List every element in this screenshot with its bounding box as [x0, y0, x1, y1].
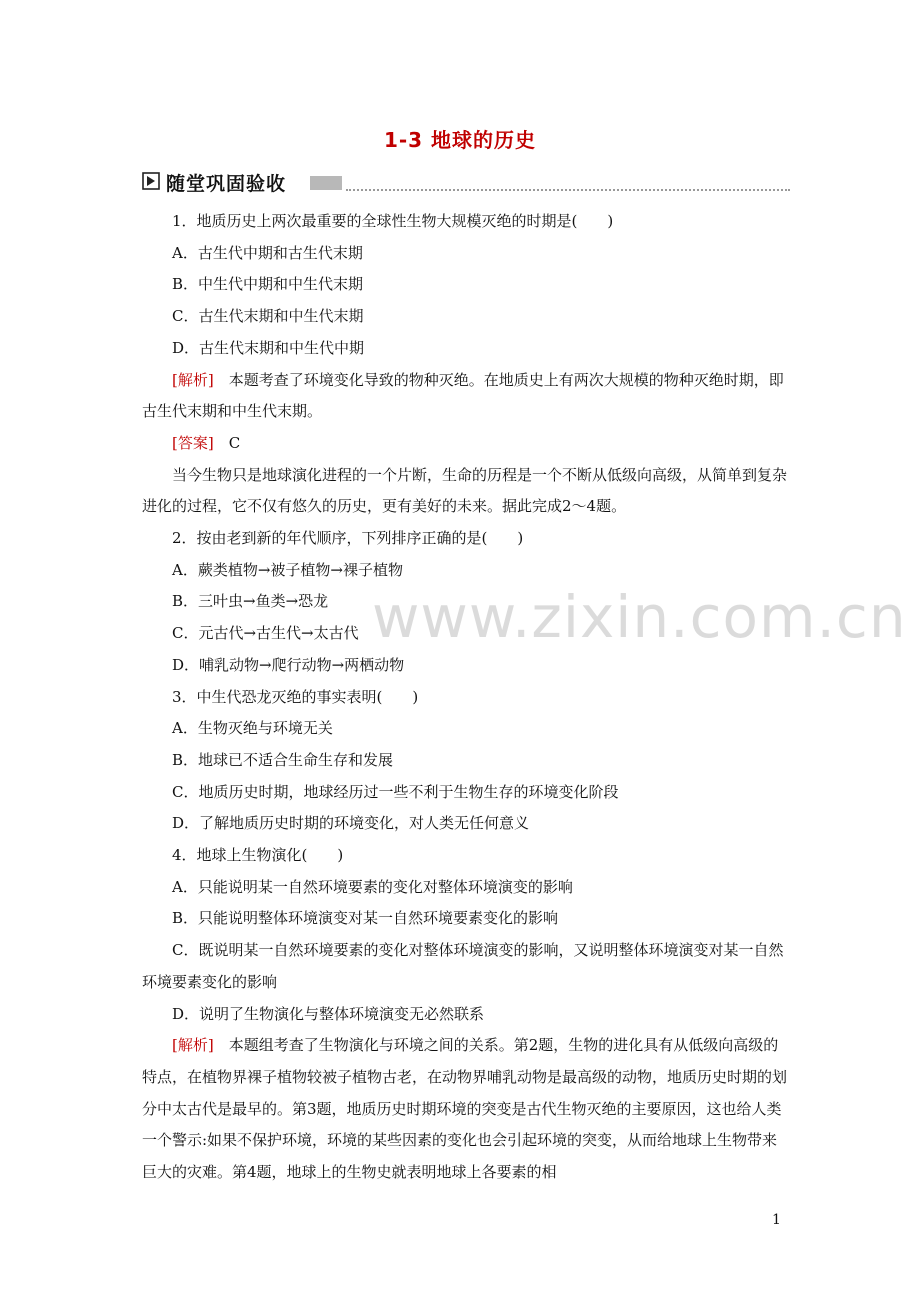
analysis-text: 本题考查了环境变化导致的物种灭绝。在地质史上有两次大规模的物种灭绝时期，即古生代末期和中生代末期。 [142, 370, 784, 421]
question-3-option-b: B．地球已不适合生命生存和发展 [172, 750, 394, 769]
question-1-option-d: D．古生代末期和中生代中期 [172, 338, 365, 357]
document-title: 1-3 地球的历史 [383, 128, 537, 152]
passage-intro: 当今生物只是地球演化进程的一个片断，生命的历程是一个不断从低级向高级，从简单到复杂进化的过程，它不仅有悠久的历史，更有美好的未来。据此完成2～4题。 [142, 465, 788, 516]
question-1-option-a: A．古生代中期和古生代末期 [172, 243, 363, 262]
question-4-analysis [142, 1030, 792, 1189]
analysis-tag: [解析] [172, 370, 214, 389]
analysis-tag: [解析] [172, 1036, 214, 1055]
section-header [142, 170, 790, 194]
question-4-option-b: B．只能说明整体环境演变对某一自然环境要素变化的影响 [172, 909, 559, 928]
question-2-stem: 2．按由老到新的年代顺序，下列排序正确的是( ) [172, 529, 524, 548]
question-2-option-d: D．哺乳动物→爬行动物→两栖动物 [172, 655, 405, 674]
question-4-stem: 4．地球上生物演化( ) [172, 846, 344, 865]
question-2-option-b: B．三叶虫→鱼类→恐龙 [172, 592, 329, 611]
question-1-option-b: B．中生代中期和中生代末期 [172, 275, 364, 294]
question-1-answer [142, 428, 792, 460]
question-2-option-a: A．蕨类植物→被子植物→裸子植物 [172, 560, 403, 579]
answer-tag: [答案] [172, 433, 214, 452]
document-body [142, 206, 792, 1189]
arrow-box-icon [142, 172, 160, 190]
question-1-analysis [142, 365, 792, 428]
question-4-option-d: D．说明了生物演化与整体环境演变无必然联系 [172, 1004, 485, 1023]
watermark: www.zixin.com.cn [372, 583, 907, 651]
page-number: 1 [772, 1212, 781, 1228]
section-divider [346, 189, 790, 191]
question-3-option-a: A．生物灭绝与环境无关 [172, 719, 333, 738]
question-3-option-d: D．了解地质历史时期的环境变化，对人类无任何意义 [172, 814, 530, 833]
section-decoration-block [310, 176, 342, 190]
section-title: 随堂巩固验收 [166, 173, 287, 195]
analysis-text: 本题组考查了生物演化与环境之间的关系。第2题，生物的进化具有从低级向高级的特点，在植物界裸子植物较被子植物古老，在动物界哺乳动物是最高级的动物，地质历史时期的划分中太古代是最早的。第3题，地质历史时期环境的突变是古代生物灭绝的主要原因，这也给人类一个警示:如果不保护环境，环境的某些因素的变化也会引起环境的突变，从而给地球上生物带来巨大的灾难。第4题，地球上的生物史就表明地球上各要素的相 [142, 1036, 788, 1182]
question-1-option-c: C．古生代末期和中生代末期 [172, 307, 364, 326]
question-4-option-c: C．既说明某一自然环境要素的变化对整体环境演变的影响，又说明整体环境演变对某一自然环境要素变化的影响 [142, 941, 784, 991]
answer-text: C [213, 433, 241, 452]
question-3-option-c: C．地质历史时期，地球经历过一些不利于生物生存的环境变化阶段 [172, 782, 619, 801]
question-3-stem: 3．中生代恐龙灭绝的事实表明( ) [172, 687, 419, 706]
question-4-option-a: A．只能说明某一自然环境要素的变化对整体环境演变的影响 [172, 877, 573, 896]
question-2-option-c: C．元古代→古生代→太古代 [172, 624, 359, 643]
question-1-stem: 1．地质历史上两次最重要的全球性生物大规模灭绝的时期是( ) [172, 212, 614, 230]
